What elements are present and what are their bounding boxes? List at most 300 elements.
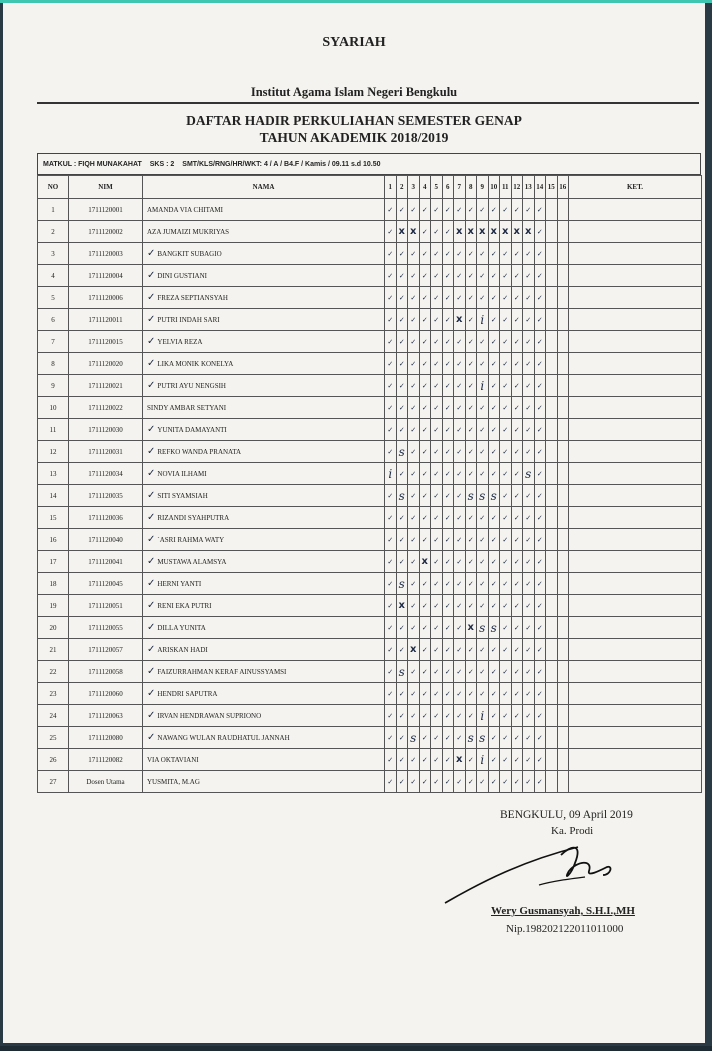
attendance-mark: ✓ xyxy=(511,463,523,485)
attendance-mark: ✓ xyxy=(385,749,397,771)
student-name xyxy=(143,749,385,771)
nim-text: 1711120035 xyxy=(88,491,123,500)
signatory-name: Wery Gusmansyah, S.H.I.,MH xyxy=(491,905,635,917)
student-name xyxy=(143,705,385,727)
attendance-mark: x xyxy=(500,221,512,243)
attendance-mark: ✓ xyxy=(431,617,443,639)
attendance-mark: ✓ xyxy=(477,529,489,551)
nim-text: 1711120021 xyxy=(88,381,123,390)
attendance-mark: ✓ xyxy=(511,705,523,727)
col-meeting-11: 11 xyxy=(500,176,512,199)
attendance-mark: ✓ xyxy=(523,573,535,595)
attendance-mark xyxy=(557,265,569,287)
table-row xyxy=(38,529,702,551)
attendance-mark: ✓ xyxy=(500,617,512,639)
row-number: 26 xyxy=(38,749,69,771)
student-name xyxy=(143,309,385,331)
attendance-mark: ✓ xyxy=(534,507,546,529)
table-row xyxy=(38,287,702,309)
attendance-mark: ✓ xyxy=(385,727,397,749)
attendance-mark: ✓ xyxy=(465,661,477,683)
attendance-mark: ✓ xyxy=(419,199,431,221)
student-nim xyxy=(69,485,143,507)
attendance-mark: ✓ xyxy=(488,441,500,463)
attendance-mark: s xyxy=(408,727,420,749)
row-number: 16 xyxy=(38,529,69,551)
table-row xyxy=(38,727,702,749)
faculty-heading: SYARIAH xyxy=(322,35,386,50)
header-rule xyxy=(37,102,699,104)
table-row xyxy=(38,463,702,485)
remarks-cell xyxy=(569,771,702,793)
remarks-cell xyxy=(569,573,702,595)
attendance-mark: ✓ xyxy=(488,727,500,749)
nim-text: 1711120080 xyxy=(88,733,123,742)
course-name: MATKUL : FIQH MUNAKAHAT xyxy=(43,161,142,168)
attendance-mark: ✓ xyxy=(477,507,489,529)
attendance-mark: ✓ xyxy=(385,221,397,243)
attendance-mark: ✓ xyxy=(534,771,546,793)
row-number: 3 xyxy=(38,243,69,265)
attendance-mark xyxy=(546,771,558,793)
attendance-mark: ✓ xyxy=(408,331,420,353)
row-number: 24 xyxy=(38,705,69,727)
attendance-mark: ✓ xyxy=(454,551,466,573)
attendance-mark: ✓ xyxy=(431,639,443,661)
row-number: 4 xyxy=(38,265,69,287)
attendance-mark: ✓ xyxy=(488,705,500,727)
document-title: DAFTAR HADIR PERKULIAHAN SEMESTER GENAP xyxy=(186,113,522,128)
attendance-mark: ✓ xyxy=(454,771,466,793)
attendance-mark: s xyxy=(477,617,489,639)
attendance-mark: s xyxy=(488,485,500,507)
attendance-mark xyxy=(546,199,558,221)
row-number: 17 xyxy=(38,551,69,573)
student-nim xyxy=(69,463,143,485)
checkmark-icon: ✓ xyxy=(147,468,156,479)
remarks-cell xyxy=(569,529,702,551)
student-nim xyxy=(69,595,143,617)
attendance-mark: ✓ xyxy=(523,331,535,353)
attendance-mark: ✓ xyxy=(442,573,454,595)
attendance-mark: ✓ xyxy=(442,419,454,441)
attendance-mark xyxy=(546,397,558,419)
attendance-mark: ✓ xyxy=(523,287,535,309)
student-name xyxy=(143,265,385,287)
attendance-mark: ✓ xyxy=(396,551,408,573)
attendance-mark: ✓ xyxy=(396,397,408,419)
attendance-mark xyxy=(557,287,569,309)
attendance-mark: ✓ xyxy=(477,551,489,573)
remarks-cell xyxy=(569,331,702,353)
remarks-cell xyxy=(569,309,702,331)
attendance-mark: ✓ xyxy=(454,419,466,441)
attendance-mark: ✓ xyxy=(488,683,500,705)
remarks-cell xyxy=(569,639,702,661)
attendance-mark xyxy=(557,463,569,485)
name-text: AZA JUMAIZI MUKRIYAS xyxy=(147,227,230,236)
col-meeting-6: 6 xyxy=(442,176,454,199)
table-row xyxy=(38,397,702,419)
attendance-mark: ✓ xyxy=(523,265,535,287)
attendance-mark: s xyxy=(396,573,408,595)
attendance-mark: ✓ xyxy=(396,331,408,353)
student-name xyxy=(143,463,385,485)
attendance-mark: ✓ xyxy=(431,595,443,617)
name-text: HERNI YANTI xyxy=(157,580,202,588)
student-name xyxy=(143,199,385,221)
attendance-mark: ✓ xyxy=(511,507,523,529)
attendance-mark: ✓ xyxy=(523,485,535,507)
attendance-mark: ✓ xyxy=(408,463,420,485)
attendance-mark: ✓ xyxy=(454,441,466,463)
attendance-mark: ✓ xyxy=(465,529,477,551)
attendance-mark: ✓ xyxy=(454,617,466,639)
attendance-mark: ✓ xyxy=(408,441,420,463)
attendance-mark: ✓ xyxy=(454,243,466,265)
attendance-mark: ✓ xyxy=(396,529,408,551)
attendance-mark: ✓ xyxy=(488,573,500,595)
attendance-mark: ✓ xyxy=(523,639,535,661)
attendance-mark: ✓ xyxy=(488,463,500,485)
attendance-mark xyxy=(546,749,558,771)
attendance-mark: ✓ xyxy=(385,397,397,419)
attendance-mark: ✓ xyxy=(477,463,489,485)
attendance-mark: ✓ xyxy=(488,771,500,793)
table-row xyxy=(38,331,702,353)
name-text: AMANDA VIA CHITAMI xyxy=(147,205,223,214)
remarks-cell xyxy=(569,507,702,529)
checkmark-icon: ✓ xyxy=(147,336,156,347)
attendance-mark: ✓ xyxy=(442,617,454,639)
attendance-mark: ✓ xyxy=(500,573,512,595)
attendance-mark: ✓ xyxy=(442,683,454,705)
attendance-mark: ✓ xyxy=(534,331,546,353)
attendance-mark: ✓ xyxy=(408,661,420,683)
attendance-mark xyxy=(557,221,569,243)
student-name xyxy=(143,551,385,573)
attendance-mark: x xyxy=(396,221,408,243)
table-row xyxy=(38,551,702,573)
attendance-mark xyxy=(557,617,569,639)
attendance-mark: s xyxy=(396,661,408,683)
row-number: 19 xyxy=(38,595,69,617)
attendance-mark: ✓ xyxy=(396,617,408,639)
attendance-mark: ✓ xyxy=(465,507,477,529)
student-name xyxy=(143,243,385,265)
attendance-mark: ✓ xyxy=(534,485,546,507)
attendance-mark: ✓ xyxy=(396,309,408,331)
attendance-mark: ✓ xyxy=(523,353,535,375)
attendance-mark: ✓ xyxy=(408,419,420,441)
table-row xyxy=(38,595,702,617)
student-nim xyxy=(69,529,143,551)
attendance-mark xyxy=(557,441,569,463)
attendance-mark xyxy=(557,419,569,441)
remarks-cell xyxy=(569,617,702,639)
attendance-mark: ✓ xyxy=(465,375,477,397)
attendance-mark: ✓ xyxy=(511,375,523,397)
attendance-mark: ✓ xyxy=(488,287,500,309)
attendance-mark xyxy=(546,309,558,331)
attendance-mark: ✓ xyxy=(488,507,500,529)
table-row xyxy=(38,507,702,529)
attendance-mark: x xyxy=(465,617,477,639)
checkmark-icon: ✓ xyxy=(147,358,156,369)
table-row xyxy=(38,243,702,265)
student-name xyxy=(143,221,385,243)
remarks-cell xyxy=(569,397,702,419)
attendance-mark: ✓ xyxy=(534,309,546,331)
attendance-mark: x xyxy=(396,595,408,617)
attendance-mark: ✓ xyxy=(431,727,443,749)
student-nim xyxy=(69,441,143,463)
row-number: 10 xyxy=(38,397,69,419)
signature-date: BENGKULU, 09 April 2019 xyxy=(500,809,633,821)
student-nim xyxy=(69,419,143,441)
attendance-mark xyxy=(557,375,569,397)
attendance-rows xyxy=(38,199,702,793)
table-row xyxy=(38,309,702,331)
attendance-mark xyxy=(546,441,558,463)
attendance-mark xyxy=(557,771,569,793)
attendance-mark: ✓ xyxy=(442,705,454,727)
attendance-mark: ✓ xyxy=(534,441,546,463)
attendance-mark: ✓ xyxy=(431,551,443,573)
attendance-mark xyxy=(557,353,569,375)
attendance-mark: ✓ xyxy=(523,507,535,529)
attendance-mark: ✓ xyxy=(442,221,454,243)
name-text: REFKO WANDA PRANATA xyxy=(157,448,242,456)
attendance-mark: ✓ xyxy=(534,705,546,727)
col-meeting-13: 13 xyxy=(523,176,535,199)
attendance-mark: i xyxy=(477,749,489,771)
attendance-mark: ✓ xyxy=(477,353,489,375)
attendance-mark: x xyxy=(488,221,500,243)
col-meeting-8: 8 xyxy=(465,176,477,199)
checkmark-icon: ✓ xyxy=(147,248,156,259)
attendance-mark: ✓ xyxy=(523,441,535,463)
student-name xyxy=(143,353,385,375)
row-number: 27 xyxy=(38,771,69,793)
attendance-mark: ✓ xyxy=(477,573,489,595)
attendance-mark: ✓ xyxy=(419,771,431,793)
attendance-mark xyxy=(557,727,569,749)
name-text: RENI EKA PUTRI xyxy=(157,602,212,610)
table-row xyxy=(38,353,702,375)
row-number: 21 xyxy=(38,639,69,661)
attendance-mark xyxy=(546,265,558,287)
attendance-mark: ✓ xyxy=(511,353,523,375)
attendance-mark: ✓ xyxy=(534,639,546,661)
attendance-mark: ✓ xyxy=(523,529,535,551)
attendance-mark: ✓ xyxy=(454,727,466,749)
attendance-mark: ✓ xyxy=(465,441,477,463)
checkmark-icon: ✓ xyxy=(147,534,156,545)
attendance-mark: ✓ xyxy=(431,265,443,287)
table-row xyxy=(38,419,702,441)
student-name xyxy=(143,419,385,441)
attendance-mark: ✓ xyxy=(500,353,512,375)
attendance-mark: ✓ xyxy=(396,771,408,793)
attendance-mark xyxy=(546,727,558,749)
nim-text: 1711120058 xyxy=(88,667,123,676)
attendance-mark: ✓ xyxy=(523,771,535,793)
attendance-mark: ✓ xyxy=(488,529,500,551)
attendance-mark: ✓ xyxy=(396,727,408,749)
name-text: MUSTAWA ALAMSYA xyxy=(157,558,227,566)
attendance-mark: ✓ xyxy=(385,243,397,265)
attendance-mark: ✓ xyxy=(477,419,489,441)
remarks-cell xyxy=(569,595,702,617)
attendance-mark: ✓ xyxy=(477,639,489,661)
nim-text: 1711120004 xyxy=(88,271,123,280)
attendance-mark: ✓ xyxy=(500,749,512,771)
attendance-mark: ✓ xyxy=(500,727,512,749)
attendance-mark: ✓ xyxy=(408,199,420,221)
table-row xyxy=(38,221,702,243)
attendance-mark: ✓ xyxy=(500,683,512,705)
attendance-mark: ✓ xyxy=(523,309,535,331)
col-ket-header: KET. xyxy=(569,176,702,199)
student-nim xyxy=(69,507,143,529)
attendance-mark: ✓ xyxy=(419,265,431,287)
attendance-mark: x xyxy=(465,221,477,243)
attendance-mark: ✓ xyxy=(419,375,431,397)
attendance-mark: ✓ xyxy=(454,265,466,287)
row-number: 14 xyxy=(38,485,69,507)
student-name xyxy=(143,331,385,353)
row-number: 9 xyxy=(38,375,69,397)
col-nama-header: NAMA xyxy=(143,176,385,199)
attendance-mark: ✓ xyxy=(431,485,443,507)
nim-text: Dosen Utama xyxy=(86,777,125,786)
attendance-mark: ✓ xyxy=(477,661,489,683)
attendance-mark: ✓ xyxy=(465,331,477,353)
attendance-mark: ✓ xyxy=(419,397,431,419)
attendance-mark: ✓ xyxy=(442,771,454,793)
attendance-mark: ✓ xyxy=(488,661,500,683)
name-text: SITI SYAMSIAH xyxy=(157,492,208,500)
student-nim xyxy=(69,199,143,221)
attendance-mark xyxy=(546,463,558,485)
attendance-mark: ✓ xyxy=(454,353,466,375)
attendance-mark: ✓ xyxy=(431,529,443,551)
attendance-mark: x xyxy=(408,221,420,243)
checkmark-icon: ✓ xyxy=(147,270,156,281)
attendance-mark: ✓ xyxy=(442,639,454,661)
col-meeting-7: 7 xyxy=(454,176,466,199)
attendance-mark: ✓ xyxy=(431,375,443,397)
attendance-mark: ✓ xyxy=(488,265,500,287)
attendance-mark xyxy=(557,705,569,727)
attendance-mark: ✓ xyxy=(419,463,431,485)
attendance-mark: ✓ xyxy=(465,595,477,617)
attendance-mark: ✓ xyxy=(477,397,489,419)
course-info-bar xyxy=(37,153,701,175)
attendance-mark: ✓ xyxy=(454,529,466,551)
attendance-mark: ✓ xyxy=(465,639,477,661)
attendance-mark: ✓ xyxy=(523,199,535,221)
attendance-mark: ✓ xyxy=(465,199,477,221)
attendance-mark: ✓ xyxy=(419,617,431,639)
attendance-mark: ✓ xyxy=(465,265,477,287)
nim-text: 1711120020 xyxy=(88,359,123,368)
attendance-mark: x xyxy=(454,221,466,243)
student-nim xyxy=(69,617,143,639)
attendance-mark: ✓ xyxy=(488,595,500,617)
attendance-mark: ✓ xyxy=(385,309,397,331)
row-number: 5 xyxy=(38,287,69,309)
student-nim xyxy=(69,705,143,727)
attendance-mark: ✓ xyxy=(408,243,420,265)
attendance-mark xyxy=(546,639,558,661)
attendance-mark: i xyxy=(385,463,397,485)
attendance-mark: ✓ xyxy=(396,463,408,485)
attendance-mark: ✓ xyxy=(396,353,408,375)
attendance-mark xyxy=(546,507,558,529)
col-meeting-1: 1 xyxy=(385,176,397,199)
attendance-mark: ✓ xyxy=(419,353,431,375)
attendance-mark: ✓ xyxy=(454,463,466,485)
attendance-mark: ✓ xyxy=(465,705,477,727)
attendance-mark xyxy=(557,331,569,353)
attendance-mark: ✓ xyxy=(511,243,523,265)
attendance-mark: ✓ xyxy=(465,243,477,265)
attendance-mark: ✓ xyxy=(534,617,546,639)
remarks-cell xyxy=(569,727,702,749)
attendance-mark: ✓ xyxy=(523,727,535,749)
attendance-mark: ✓ xyxy=(408,617,420,639)
table-row xyxy=(38,771,702,793)
attendance-mark: ✓ xyxy=(442,441,454,463)
student-name xyxy=(143,529,385,551)
attendance-mark: ✓ xyxy=(454,287,466,309)
checkmark-icon: ✓ xyxy=(147,644,156,655)
name-text: VIA OKTAVIANI xyxy=(147,755,199,764)
nim-text: 1711120041 xyxy=(88,557,123,566)
name-text: HENDRI SAPUTRA xyxy=(157,690,218,698)
attendance-mark: ✓ xyxy=(454,705,466,727)
attendance-mark: ✓ xyxy=(534,573,546,595)
attendance-mark: ✓ xyxy=(408,287,420,309)
student-nim xyxy=(69,331,143,353)
attendance-mark: ✓ xyxy=(396,705,408,727)
attendance-mark: ✓ xyxy=(465,309,477,331)
attendance-mark: ✓ xyxy=(419,507,431,529)
row-number: 25 xyxy=(38,727,69,749)
attendance-mark: ✓ xyxy=(534,661,546,683)
name-text: PUTRI INDAH SARI xyxy=(157,316,220,324)
attendance-mark: ✓ xyxy=(385,485,397,507)
attendance-mark xyxy=(557,485,569,507)
attendance-mark: x xyxy=(454,309,466,331)
col-meeting-4: 4 xyxy=(419,176,431,199)
attendance-mark xyxy=(557,661,569,683)
attendance-mark: ✓ xyxy=(511,309,523,331)
attendance-mark: ✓ xyxy=(500,485,512,507)
attendance-mark: ✓ xyxy=(385,705,397,727)
student-name xyxy=(143,485,385,507)
remarks-cell xyxy=(569,485,702,507)
attendance-mark: ✓ xyxy=(396,375,408,397)
handwritten-signature xyxy=(443,841,633,907)
attendance-mark: ✓ xyxy=(454,595,466,617)
attendance-mark: ✓ xyxy=(454,375,466,397)
col-meeting-16: 16 xyxy=(557,176,569,199)
attendance-mark xyxy=(557,397,569,419)
attendance-mark: ✓ xyxy=(534,749,546,771)
